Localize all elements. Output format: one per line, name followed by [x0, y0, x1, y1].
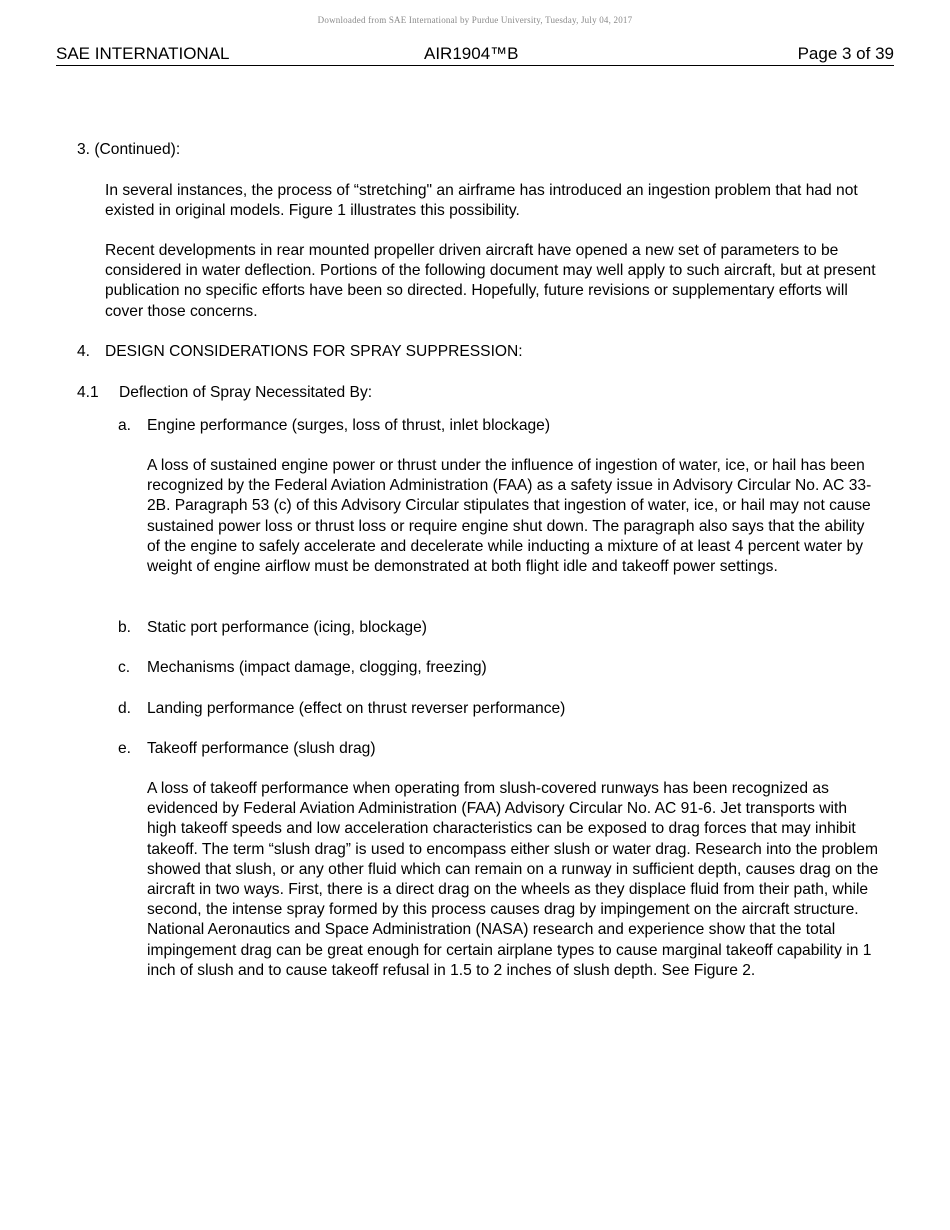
list-item-letter: a.: [118, 417, 132, 434]
list-item-a: [118, 416, 550, 436]
list-item-label: Mechanisms (impact damage, clogging, freezing): [147, 659, 487, 676]
header-org: SAE INTERNATIONAL: [56, 44, 230, 63]
list-item-label: Landing performance (effect on thrust reverser performance): [147, 700, 566, 717]
section-3-paragraph-1: In several instances, the process of “stretching" an airframe has introduced an ingestion problem that had not existed in original models. Figure 1 illustrates this possibility.: [105, 182, 858, 220]
list-item-letter: d.: [118, 700, 132, 717]
section-4-1-number: 4.1: [77, 384, 99, 401]
section-4-heading: [77, 342, 523, 362]
download-watermark: Downloaded from SAE International by Purdue University, Tuesday, July 04, 2017: [317, 15, 633, 25]
list-item-letter: c.: [118, 659, 131, 676]
section-4-1-title: Deflection of Spray Necessitated By:: [119, 384, 373, 401]
page-header: [56, 44, 894, 66]
section-3-heading: 3. (Continued):: [77, 141, 181, 158]
section-4-number: 4.: [77, 343, 91, 360]
list-item-c: [118, 658, 487, 678]
list-item-d: [118, 699, 565, 719]
list-item-a-paragraph: A loss of sustained engine power or thrust under the influence of ingestion of water, ice, or hail has been recognized by the Federal Aviation Administration (FAA) as a safety issue in Advisory Circular No. AC 33-2B. Paragraph 53 (c) of this Advisory Circular stipulates that ingestion of water, ice, or hail may not cause sustained power loss or thrust loss or require engine shut down. The paragraph also says that the ability of the engine to safely accelerate and decelerate while inducting a mixture of at least 4 percent water by weight of engine airflow must be demonstrated at both flight idle and takeoff power settings.: [147, 457, 872, 576]
section-4-1-heading: [77, 383, 372, 403]
header-page-number: Page 3 of 39: [797, 44, 894, 63]
list-item-e-paragraph: A loss of takeoff performance when operating from slush-covered runways has been recognized as evidenced by Federal Aviation Administration (FAA) Advisory Circular No. AC 91-6. Jet transports with high takeoff speeds and low acceleration characteristics can be exposed to drag forces that may inhibit takeoff. The term “slush drag” is used to encompass either slush or water drag. Research into the problem showed that slush, or any other fluid which can remain on a runway in sufficient depth, causes drag on the aircraft in two ways. First, there is a direct drag on the wheels as they displace fluid from their path, while second, the intense spray formed by this process causes drag by impingement on the aircraft structure. National Aeronautics and Space Administration (NASA) research and experience show that the total impingement drag can be great enough for certain airplane types to cause marginal takeoff capability in 1 inch of slush and to cause takeoff refusal in 1.5 to 2 inches of slush depth. See Figure 2.: [147, 780, 879, 979]
section-4-title: DESIGN CONSIDERATIONS FOR SPRAY SUPPRESSION:: [105, 343, 523, 360]
list-item-letter: e.: [118, 740, 132, 757]
list-item-label: Static port performance (icing, blockage): [147, 619, 427, 636]
list-item-e: [118, 739, 376, 759]
list-item-b: [118, 618, 427, 638]
list-item-label: Takeoff performance (slush drag): [147, 740, 376, 757]
list-item-letter: b.: [118, 619, 132, 636]
header-doc-id: AIR1904™B: [424, 44, 519, 63]
section-3-paragraph-2: Recent developments in rear mounted propeller driven aircraft have opened a new set of parameters to be considered in water deflection. Portions of the following document may well apply to such aircraft, but at present publication no specific efforts have been so directed. Hopefully, future revisions or supplementary efforts will cover those concerns.: [105, 242, 876, 320]
list-item-label: Engine performance (surges, loss of thrust, inlet blockage): [147, 417, 551, 434]
